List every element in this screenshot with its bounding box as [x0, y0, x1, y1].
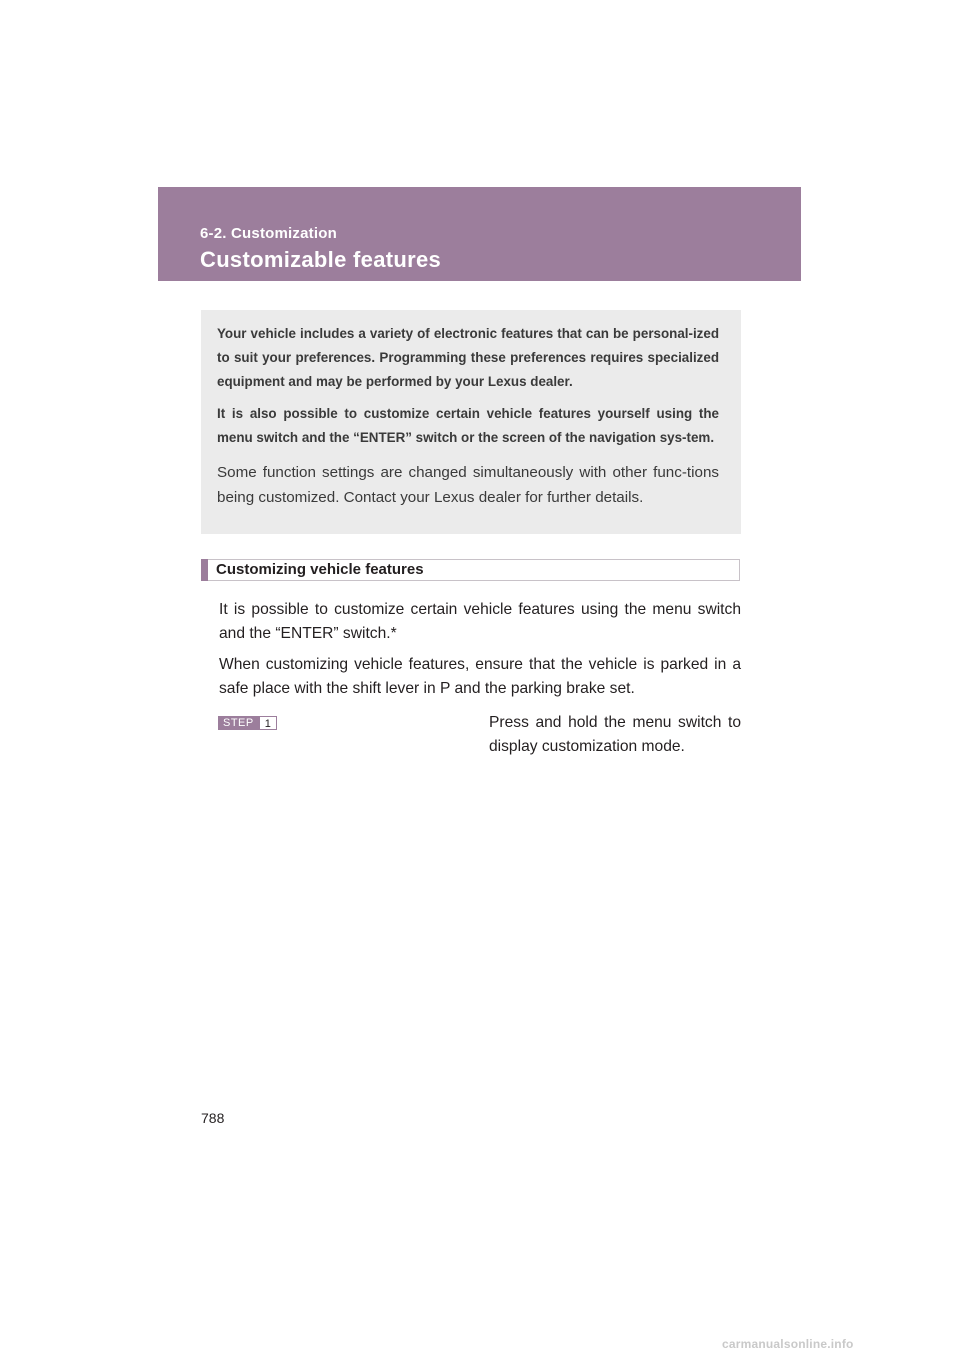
subheading-accent	[201, 559, 208, 581]
section-label: 6-2. Customization	[200, 225, 337, 242]
intro-paragraph: Your vehicle includes a variety of electronic features that can be personal-ized to suit your preferences. Programming these preferences requires specialized equipment and may be performed by your Lexus dealer.	[217, 326, 719, 389]
intro-box	[201, 310, 741, 534]
intro-paragraph: Some function settings are changed simultaneously with other func-tions being customized. Contact your Lexus dealer for further details.	[217, 464, 719, 506]
step-label: STEP	[218, 716, 259, 730]
watermark: carmanualsonline.info	[722, 1337, 854, 1351]
subheading: Customizing vehicle features	[216, 561, 424, 578]
body-paragraph: It is possible to customize certain vehicle features using the menu switch and the “ENTER” switch.*	[219, 601, 741, 642]
page-number: 788	[201, 1110, 225, 1126]
body-paragraph: When customizing vehicle features, ensure that the vehicle is parked in a safe place with the shift lever in P and the parking brake set.	[219, 656, 741, 697]
step-number: 1	[259, 716, 277, 730]
subheading-bar	[201, 559, 740, 581]
intro-paragraph: It is also possible to customize certain vehicle features yourself using the menu switch and the “ENTER” switch or the screen of the navigation sys-tem.	[217, 406, 719, 445]
page-title: Customizable features	[200, 247, 442, 272]
chapter-header-band	[158, 187, 801, 281]
step-instruction: Press and hold the menu switch to display customization mode.	[489, 714, 741, 755]
step-badge	[218, 716, 277, 730]
